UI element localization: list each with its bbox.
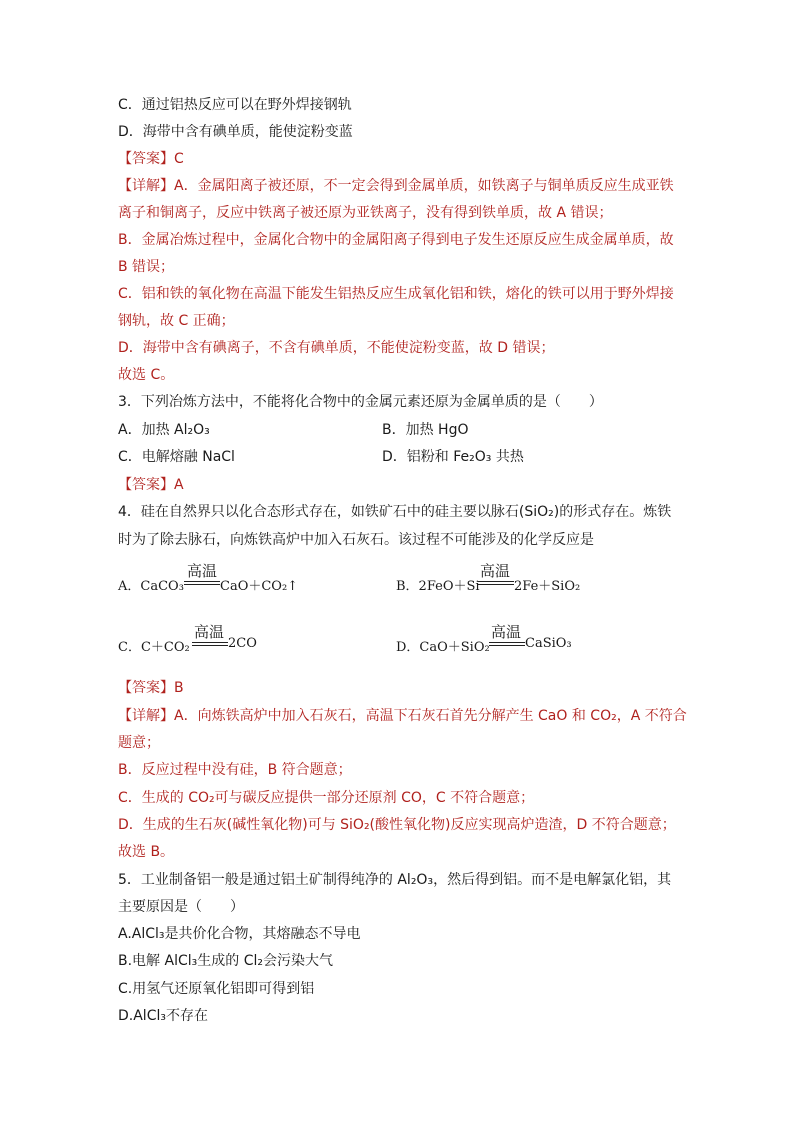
q5-option-b: B.电解 AlCl₃生成的 Cl₂会污染大气 [118, 953, 333, 969]
q3-option-d: D．铝粉和 Fe₂O₃ 共热 [382, 449, 524, 465]
question-4-line: 时为了除去脉石，向炼铁高炉中加入石灰石。该过程不可能涉及的化学反应是 [118, 532, 594, 548]
explanation-line: D．海带中含有碘离子，不含有碘单质，不能使淀粉变蓝，故 D 错误； [118, 340, 555, 356]
explanation-line: 故选 B。 [118, 844, 175, 860]
eq-b-left: B．2FeO＋Si [396, 579, 480, 594]
question-4-line: 4．硅在自然界只以化合态形式存在，如铁矿石中的硅主要以脉石(SiO₂)的形式存在。炼铁 [118, 504, 672, 520]
explanation-line: 【详解】A．向炼铁高炉中加入石灰石，高温下石灰石首先分解产生 CaO 和 CO₂，A 不符合 [118, 708, 687, 724]
eq-a-condition: 高温 [187, 562, 218, 580]
eq-d-left: D．CaO＋SiO₂ [396, 640, 490, 655]
explanation-line: 故选 C。 [118, 367, 175, 383]
eq-b-right: 2Fe＋SiO₂ [514, 579, 581, 594]
eq-b-arrow [478, 581, 514, 582]
eq-c-right: 2CO [228, 636, 257, 651]
eq-c-condition: 高温 [194, 623, 225, 641]
explanation-line: C．生成的 CO₂可与碳反应提供一部分还原剂 CO，C 不符合题意； [118, 790, 535, 806]
answer-q4: 【答案】B [118, 680, 184, 696]
question-5-line: 主要原因是（ ） [118, 899, 244, 915]
answer-q3: 【答案】A [118, 477, 184, 493]
option-c-line: C．通过铝热反应可以在野外焊接钢轨 [118, 97, 352, 113]
answer-q2: 【答案】C [118, 151, 184, 167]
option-d-line: D．海带中含有碘单质，能使淀粉变蓝 [118, 124, 353, 140]
question-3: 3．下列冶炼方法中，不能将化合物中的金属元素还原为金属单质的是（ ） [118, 394, 603, 410]
q5-option-a: A.AlCl₃是共价化合物，其熔融态不导电 [118, 926, 361, 942]
q5-option-c: C.用氢气还原氧化铝即可得到铝 [118, 981, 315, 997]
explanation-line: 题意； [118, 735, 160, 751]
eq-c-arrow [192, 642, 228, 643]
explanation-line: B．金属冶炼过程中，金属化合物中的金属阳离子得到电子发生还原反应生成金属单质，故 [118, 232, 674, 248]
explanation-line: B．反应过程中没有硅，B 符合题意； [118, 762, 352, 778]
eq-d-condition: 高温 [491, 623, 522, 641]
explanation-line: C．铝和铁的氧化物在高温下能发生铝热反应生成氧化铝和铁，熔化的铁可以用于野外焊接 [118, 286, 674, 302]
explanation-line: 钢轨，故 C 正确； [118, 313, 235, 329]
q3-option-c: C．电解熔融 NaCl [118, 449, 235, 465]
eq-a-right: CaO＋CO₂↑ [220, 579, 299, 594]
eq-c-left: C．C＋CO₂ [118, 640, 190, 655]
eq-c-arrow [192, 645, 228, 646]
q3-option-a: A．加热 Al₂O₃ [118, 422, 210, 438]
eq-d-right: CaSiO₃ [525, 636, 572, 651]
eq-d-arrow [489, 645, 525, 646]
explanation-line: 离子和铜离子，反应中铁离子被还原为亚铁离子，没有得到铁单质，故 A 错误； [118, 205, 613, 221]
explanation-line: B 错误； [118, 259, 175, 275]
eq-a-left: A．CaCO₃ [118, 579, 184, 594]
question-5-line: 5．工业制备铝一般是通过铝土矿制得纯净的 Al₂O₃，然后得到铝。而不是电解氯化铝，其 [118, 872, 672, 888]
eq-a-arrow [184, 584, 220, 585]
eq-d-arrow [489, 642, 525, 643]
explanation-line: 【详解】A．金属阳离子被还原，不一定会得到金属单质，如铁离子与铜单质反应生成亚铁 [118, 178, 674, 194]
q3-option-b: B．加热 HgO [382, 422, 469, 438]
explanation-line: D．生成的生石灰(碱性氧化物)可与 SiO₂(酸性氧化物)反应实现高炉造渣，D 不符合题意； [118, 817, 676, 833]
eq-a-arrow [184, 581, 220, 582]
eq-b-condition: 高温 [480, 562, 511, 580]
q5-option-d: D.AlCl₃不存在 [118, 1008, 208, 1024]
eq-b-arrow [478, 584, 514, 585]
